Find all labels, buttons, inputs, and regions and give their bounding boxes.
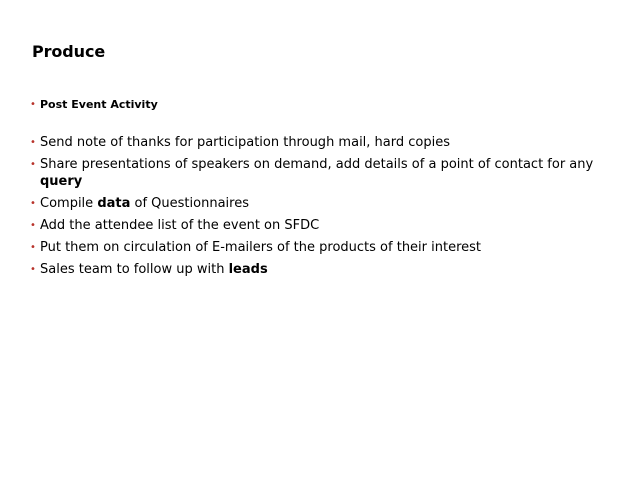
bullet-text: Put them on circulation of E-mailers of the products of their interest	[40, 240, 482, 255]
bullet-bold-term: leads	[228, 262, 268, 277]
bullet-bold-term: query	[40, 174, 83, 189]
bullet-icon: •	[30, 220, 36, 231]
bullet-text	[40, 195, 249, 212]
bullet-text-part: of Questionnaires	[130, 196, 249, 211]
bullet-icon: •	[30, 99, 36, 110]
bullet-text: Add the attendee list of the event on SFDC	[40, 218, 320, 233]
bullet-text-part: Compile	[40, 196, 98, 211]
bullet-icon: •	[30, 264, 36, 275]
section-heading-text: Post Event Activity	[40, 98, 158, 111]
bullet-bold-term: data	[97, 196, 131, 211]
bullet-text: Send note of thanks for participation through mail, hard copies	[40, 135, 450, 150]
bullet-icon: •	[30, 159, 36, 170]
bullet-icon: •	[30, 242, 36, 253]
bullet-text	[40, 156, 595, 190]
bullet-item	[30, 217, 319, 234]
bullet-item	[30, 261, 268, 278]
bullet-item	[30, 195, 249, 212]
bullet-text-part: Sales team to follow up with	[40, 262, 229, 277]
bullet-item	[30, 134, 450, 151]
bullet-text-part: Share presentations of speakers on demand, add details of a point of contact for any	[40, 157, 594, 172]
section-heading	[30, 97, 158, 112]
slide-title: Produce	[32, 42, 106, 61]
bullet-text	[40, 261, 268, 278]
bullet-icon: •	[30, 137, 36, 148]
bullet-item	[30, 239, 481, 256]
bullet-icon: •	[30, 198, 36, 209]
bullet-item	[30, 156, 595, 190]
